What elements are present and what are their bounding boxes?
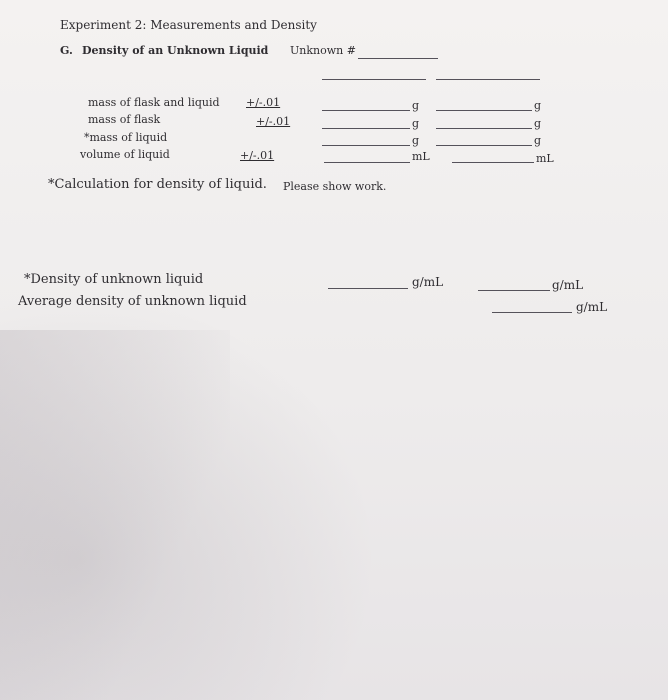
row-label: mass of flask [88, 113, 161, 126]
unit-label: g/mL [576, 300, 608, 314]
trial-1-blank[interactable] [322, 145, 410, 146]
trial-2-blank[interactable] [436, 145, 532, 146]
unit-label: g/mL [412, 275, 444, 289]
trial-2-blank[interactable] [452, 162, 534, 163]
unit-label: mL [412, 150, 430, 163]
density-label: *Density of unknown liquid [24, 272, 204, 287]
trial-1-blank[interactable] [322, 110, 410, 111]
row-tolerance: +/-.01 [240, 149, 275, 162]
section-title: Density of an Unknown Liquid [82, 44, 269, 57]
trial-1-blank[interactable] [322, 128, 410, 129]
page-shadow [0, 330, 230, 700]
trial-2-blank[interactable] [436, 110, 532, 111]
experiment-title: Experiment 2: Measurements and Density [60, 18, 317, 32]
work-area[interactable] [40, 200, 600, 260]
unit-label: g [412, 134, 420, 147]
average-density-blank[interactable] [492, 312, 572, 313]
row-tolerance: +/-.01 [256, 115, 291, 128]
trial-1-header-blank[interactable] [322, 79, 426, 80]
calculation-prompt: *Calculation for density of liquid. [48, 177, 267, 192]
unit-label: mL [536, 152, 554, 165]
row-label: mass of flask and liquid [88, 96, 220, 109]
unit-label: g/mL [552, 278, 584, 292]
unit-label: g [534, 117, 542, 130]
trial-1-blank[interactable] [324, 162, 410, 163]
section-letter: G. [60, 44, 73, 57]
calculation-instruction: Please show work. [283, 180, 387, 193]
trial-2-header-blank[interactable] [436, 79, 540, 80]
row-label: volume of liquid [80, 148, 170, 161]
unknown-number-label: Unknown # [290, 44, 356, 57]
unit-label: g [412, 99, 420, 112]
average-density-label: Average density of unknown liquid [18, 294, 247, 309]
unit-label: g [534, 134, 542, 147]
trial-2-blank[interactable] [436, 128, 532, 129]
unknown-number-blank[interactable] [358, 58, 438, 59]
unit-label: g [534, 99, 542, 112]
unit-label: g [412, 117, 420, 130]
density-trial-2-blank[interactable] [478, 290, 550, 291]
density-trial-1-blank[interactable] [328, 288, 408, 289]
row-label: *mass of liquid [84, 131, 168, 144]
row-tolerance: +/-.01 [246, 96, 281, 109]
